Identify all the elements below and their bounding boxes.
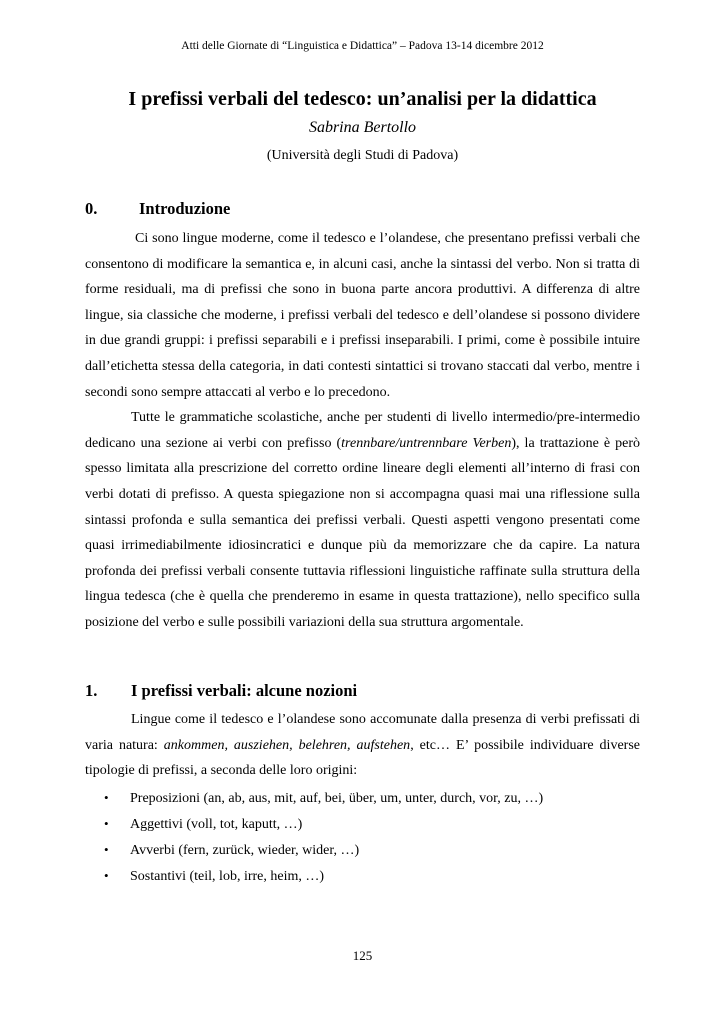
list-item-text: Avverbi (fern, zurück, wieder, wider, …) (130, 843, 360, 858)
list-item-text: Aggettivi (voll, tot, kaputt, …) (130, 817, 303, 832)
list-item (104, 863, 624, 889)
list-item (104, 811, 624, 837)
section-title: I prefissi verbali: alcune nozioni (131, 681, 358, 700)
running-head: Atti delle Giornate di “Linguistica e Didattica” – Padova 13-14 dicembre 2012 (181, 40, 544, 52)
text-run: Tutte le grammatiche scolastiche, anche per studenti di livello intermedio/pre-intermedio dedicano una sezione ai verbi con prefisso ( (85, 410, 640, 451)
paragraph (85, 405, 640, 635)
list-item-text: Sostantivi (teil, lob, irre, heim, …) (130, 869, 325, 884)
paper-title: I prefissi verbali del tedesco: un’analisi per la didattica (128, 88, 597, 110)
author-affiliation: (Università degli Studi di Padova) (266, 148, 459, 163)
paragraph (85, 707, 640, 784)
section-1-body (85, 707, 640, 784)
prefix-type-list (104, 785, 624, 889)
paragraph: Ci sono lingue moderne, come il tedesco e l’olandese, che presentano prefissi verbali che consentono di modificare la semantica e, in alcuni casi, anche la sintassi del verbo. Non si tratta di forme residuali, ma di prefissi che sono in buona parte ancora produttivi. A differenza di altre lingue, sia classiche che moderne, i prefissi verbali del tedesco e dell’olandese si possono dividere in due grandi gruppi: i prefissi separabili e i prefissi inseparabili. I primi, come è possibile intuire dall’etichetta stessa della categoria, in dati contesti sintattici si trovano staccati dal verbo, mentre i secondi sono sempre attaccati al verbo e lo precedono. (85, 231, 640, 400)
section-number: 1. (85, 681, 98, 700)
bullet-icon: • (104, 816, 109, 831)
section-0-body (85, 226, 640, 636)
italic-term: trennbare/untrennbare Verben (341, 435, 512, 451)
text-run: Lingue come il tedesco e l’olandese sono accomunate dalla presenza di verbi prefissati di varia natura: (85, 712, 640, 753)
list-item (104, 837, 624, 863)
text-run: ), la trattazione è però spesso limitata alla prescrizione del corretto ordine lineare degli elementi all’interno di frasi con verbi dotati di prefisso. A questa spiegazione non si accompagna quasi mai una riflessione sulla sintassi profonda e sulla semantica dei prefissi verbali. Questi aspetti vengono presentati come quasi irrimediabilmente idiosincratici e dunque più da memorizzare che da capire. La natura profonda dei prefissi verbali consente tuttavia riflessioni linguistiche raffinate sulla struttura della lingua tedesca (che è quella che prenderemo in esame in questa trattazione), nello specifico sulla posizione del verbo e sulle possibili variazioni della sua struttura argomentale. (85, 435, 640, 630)
section-number: 0. (85, 199, 98, 218)
author-name: Sabrina Bertollo (308, 119, 417, 136)
bullet-icon: • (104, 868, 109, 883)
page-number: 125 (352, 948, 373, 963)
section-1-heading (85, 681, 357, 701)
section-title: Introduzione (139, 199, 231, 218)
list-item (104, 785, 624, 811)
section-0-heading (85, 199, 230, 219)
list-item-text: Preposizioni (an, ab, aus, mit, auf, bei, über, um, unter, durch, vor, zu, …) (130, 791, 544, 806)
italic-examples: ankommen, ausziehen, belehren, aufstehen (163, 737, 411, 753)
bullet-icon: • (104, 790, 109, 805)
text-run: , etc… E’ possibile individuare diverse tipologie di prefissi, a seconda delle loro origini: (85, 737, 640, 779)
bullet-icon: • (104, 842, 109, 857)
